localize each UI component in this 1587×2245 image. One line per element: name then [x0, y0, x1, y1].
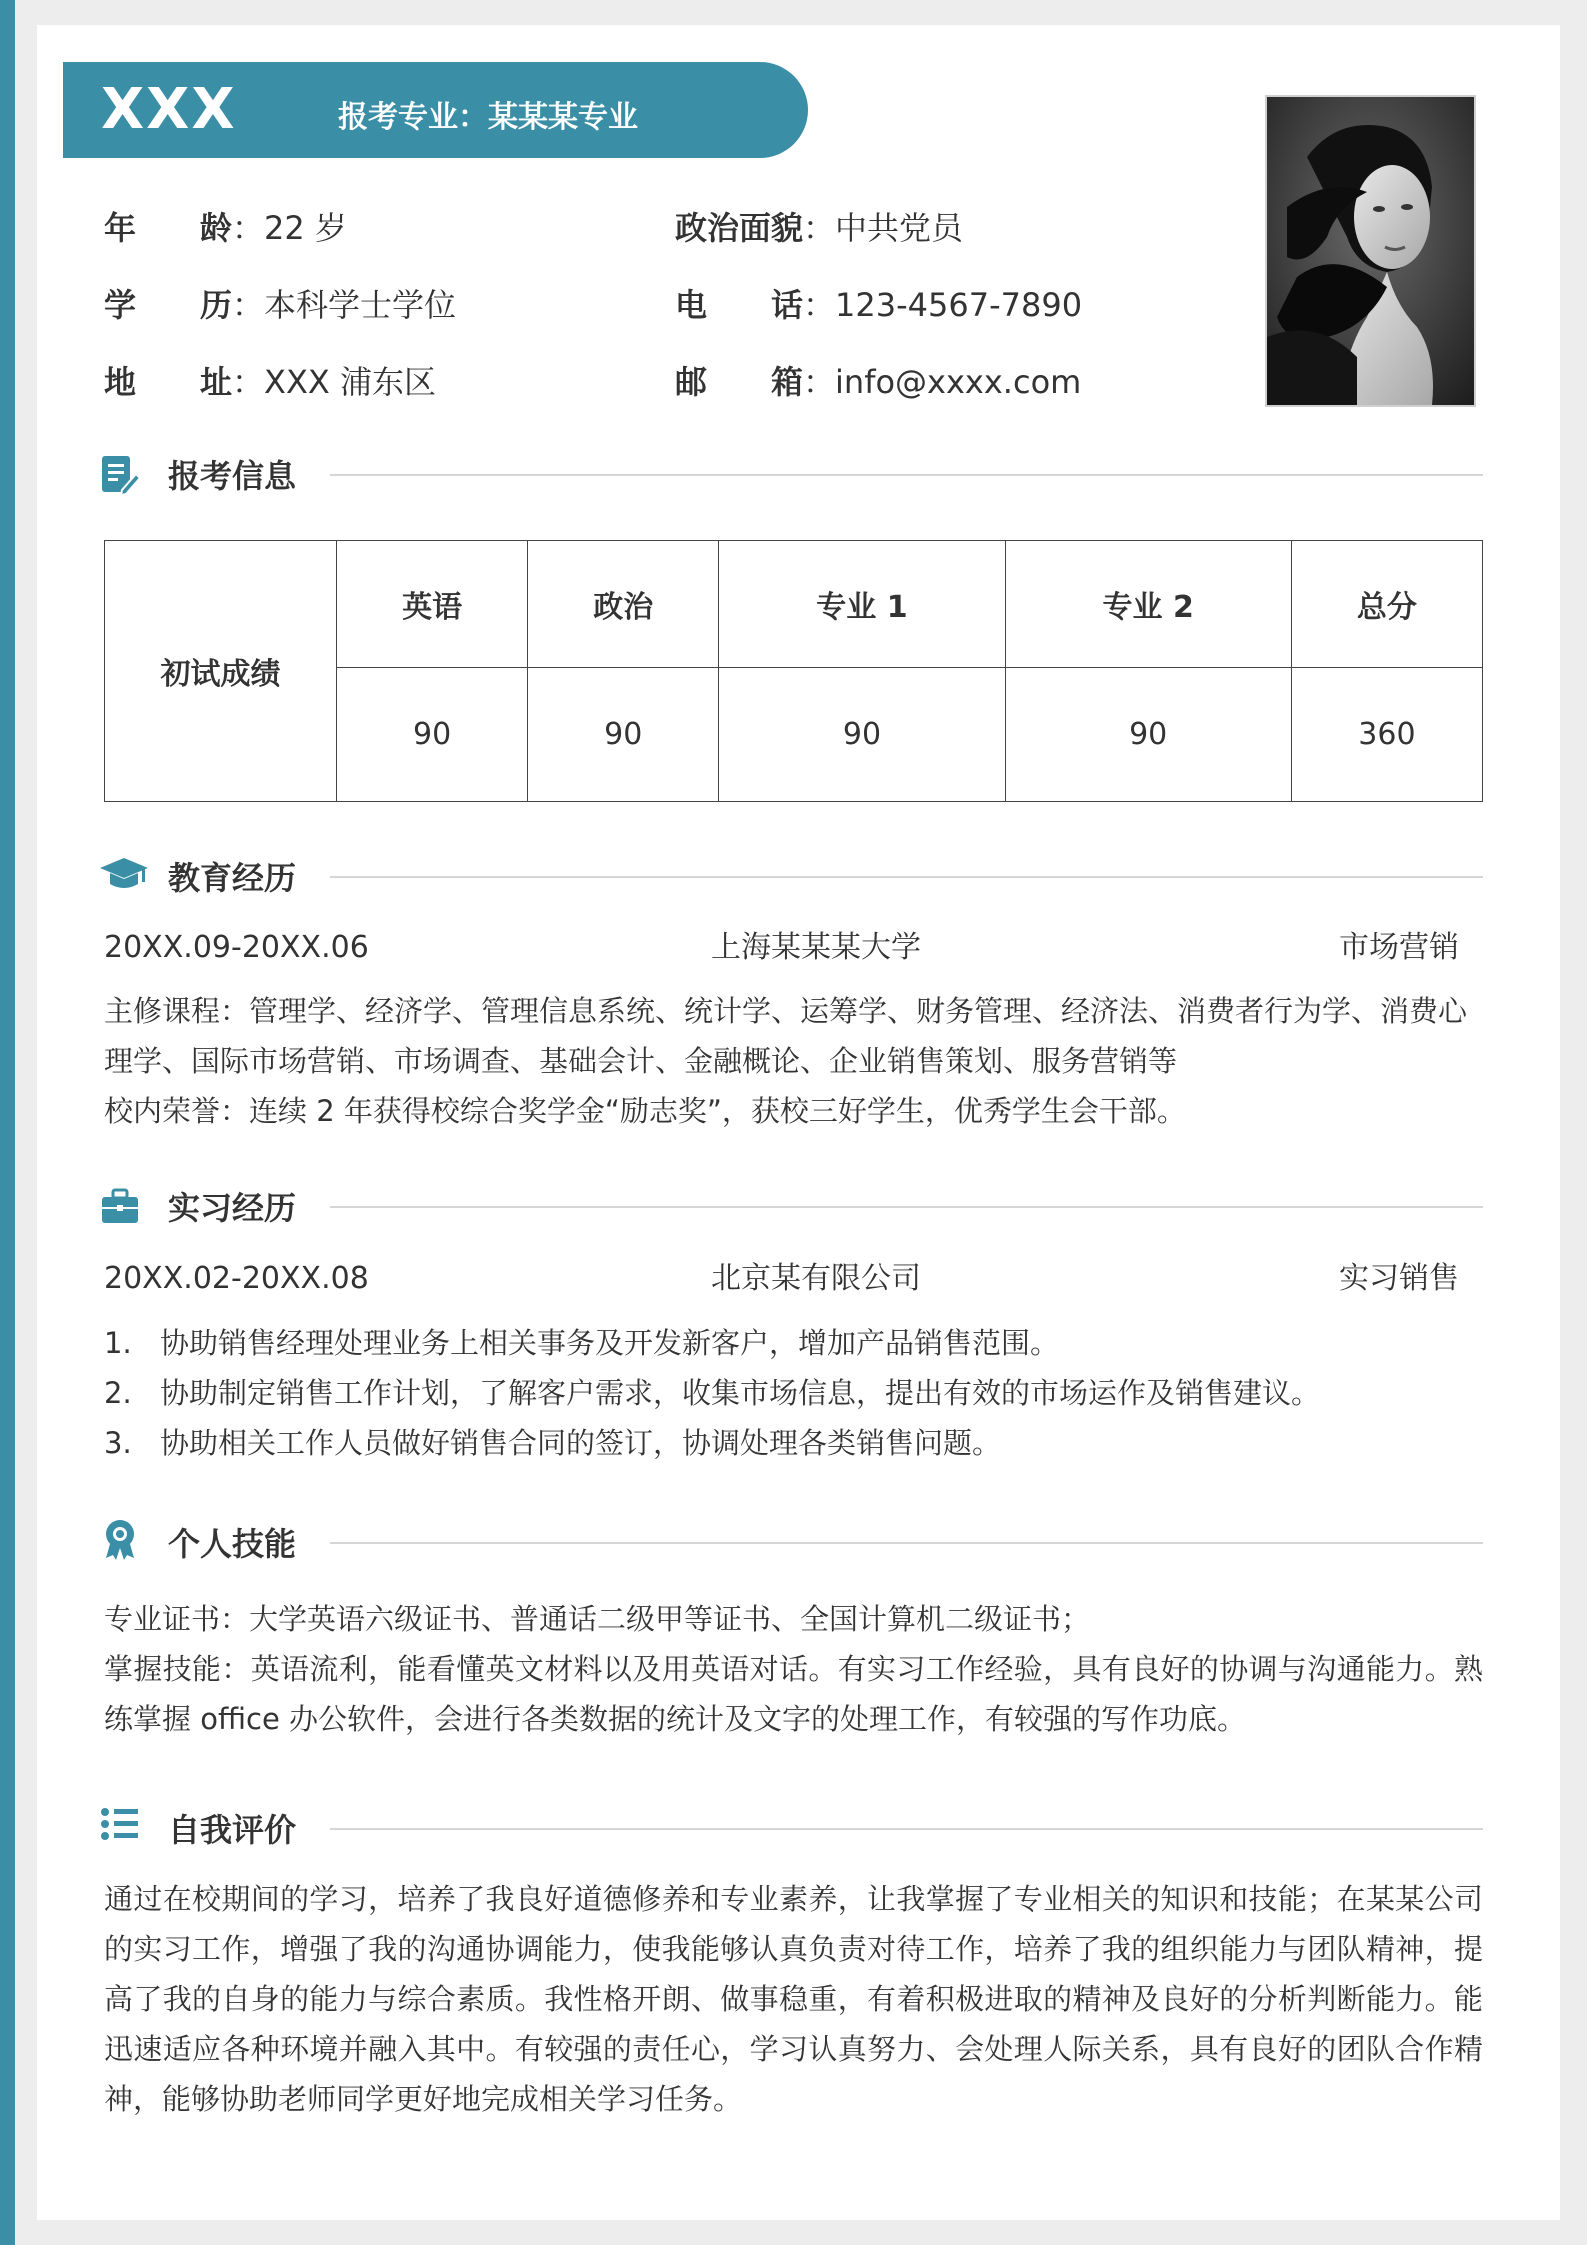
section-title-internship: 实习经历 [168, 1189, 297, 1227]
score-header-total: 总分 [1291, 541, 1482, 668]
list-number: 2. [104, 1376, 132, 1410]
skills-certificates: 专业证书：大学英语六级证书、普通话二级甲等证书、全国计算机二级证书； [104, 1602, 1091, 1636]
self-evaluation-text: 通过在校期间的学习，培养了我良好道德修养和专业素养，让我掌握了专业相关的知识和技能；在某某公司的实习工作，增强了我的沟通协调能力，使我能够认真负责对待工作，培养了我的组织能力与团队精神，提高了我的自身的能力与综合素质。我性格开朗、做事稳重，有着积极进取的精神及良好的分析判断能力。能迅速适应各种环境并融入其中。有较强的责任心，学习认真努力、会处理人际关系，具有良好的团队合作精神，能够协助老师同学更好地完成相关学习任务。 [104, 1882, 1483, 2116]
candidate-name: XXX [101, 77, 237, 142]
award-badge-icon [100, 1518, 140, 1560]
edit-document-icon [100, 454, 140, 496]
info-address [104, 360, 436, 404]
info-email [675, 360, 1081, 404]
internship-duty-1 [104, 1318, 1059, 1368]
score-value-politics: 90 [528, 668, 719, 802]
politics-label: 政治面貌 [675, 209, 804, 247]
internship-duty-2 [104, 1368, 1320, 1418]
address-value: ：XXX 浦东区 [232, 363, 436, 401]
list-text: 协助制定销售工作计划，了解客户需求，收集市场信息，提出有效的市场运作及销售建议。 [160, 1376, 1321, 1410]
list-text: 协助相关工作人员做好销售合同的签订，协调处理各类销售问题。 [160, 1426, 1002, 1460]
education-courses-line1: 主修课程：管理学、经济学、管理信息系统、统计学、运筹学、财务管理、经济法、消费者行为学、消费心 [104, 994, 1468, 1028]
education-label-2: 历 [200, 286, 233, 324]
phone-label-2: 话 [771, 286, 804, 324]
section-rule-self-evaluation [330, 1828, 1483, 1830]
left-accent-bar [0, 0, 15, 2245]
education-value: ：本科学士学位 [232, 286, 457, 324]
phone-value: ：123-4567-7890 [803, 286, 1083, 324]
skills-abilities: 掌握技能：英语流利，能看懂英文材料以及用英语对话。有实习工作经验，具有良好的协调与沟通能力。熟练掌握 office 办公软件，会进行各类数据的统计及文字的处理工作，有较强的写作功底。 [104, 1652, 1483, 1736]
politics-value: ：中共党员 [803, 209, 964, 247]
internship-period: 20XX.02-20XX.08 [104, 1261, 369, 1296]
info-education [104, 283, 456, 327]
internship-duty-3 [104, 1418, 1001, 1468]
internship-role: 实习销售 [1339, 1261, 1459, 1296]
section-title-exam: 报考信息 [168, 457, 297, 495]
section-rule-skills [330, 1542, 1483, 1544]
list-number: 3. [104, 1426, 132, 1460]
internship-header-row [104, 1257, 1459, 1301]
scores-row-label: 初试成绩 [105, 541, 337, 802]
score-value-total: 360 [1291, 668, 1482, 802]
section-title-education: 教育经历 [168, 859, 297, 897]
internship-company: 北京某有限公司 [711, 1261, 921, 1296]
score-header-major2: 专业 2 [1005, 541, 1291, 668]
section-rule-exam [330, 474, 1483, 476]
score-value-major1: 90 [719, 668, 1005, 802]
header-banner [63, 62, 808, 158]
section-rule-internship [330, 1206, 1483, 1208]
address-label-1: 地 [104, 363, 137, 401]
education-courses-line2: 理学、国际市场营销、市场调查、基础会计、金融概论、企业销售策划、服务营销等 [104, 1044, 1178, 1078]
score-header-politics: 政治 [528, 541, 719, 668]
score-header-major1: 专业 1 [719, 541, 1005, 668]
profile-photo [1265, 95, 1476, 407]
email-label-1: 邮 [675, 363, 708, 401]
phone-label-1: 电 [675, 286, 708, 324]
section-rule-education [330, 876, 1483, 878]
address-label-2: 址 [200, 363, 233, 401]
scores-table [104, 540, 1483, 802]
list-icon [100, 1804, 140, 1846]
info-politics [675, 206, 963, 250]
score-header-english: 英语 [337, 541, 528, 668]
age-value: ：22 岁 [232, 209, 347, 247]
age-label-2: 龄 [200, 209, 233, 247]
applied-major: 报考专业：某某某专业 [338, 100, 638, 135]
info-age [104, 206, 347, 250]
section-title-skills: 个人技能 [168, 1525, 297, 1563]
email-value: ：info@xxxx.com [803, 363, 1082, 401]
graduation-cap-icon [100, 854, 148, 896]
list-text: 协助销售经理处理业务上相关事务及开发新客户，增加产品销售范围。 [160, 1326, 1060, 1360]
scores-header-row [105, 541, 1483, 668]
education-header-row [104, 926, 1459, 970]
info-phone [675, 283, 1082, 327]
age-label-1: 年 [104, 209, 137, 247]
education-school: 上海某某某大学 [711, 930, 921, 965]
email-label-2: 箱 [771, 363, 804, 401]
education-honors: 校内荣誉：连续 2 年获得校综合奖学金“励志奖”，获校三好学生，优秀学生会干部。 [104, 1094, 1186, 1128]
score-value-english: 90 [337, 668, 528, 802]
section-title-self-evaluation: 自我评价 [168, 1811, 297, 1849]
score-value-major2: 90 [1005, 668, 1291, 802]
education-period: 20XX.09-20XX.06 [104, 930, 369, 965]
education-major: 市场营销 [1339, 930, 1459, 965]
education-label-1: 学 [104, 286, 137, 324]
briefcase-icon [100, 1186, 140, 1228]
list-number: 1. [104, 1326, 132, 1360]
